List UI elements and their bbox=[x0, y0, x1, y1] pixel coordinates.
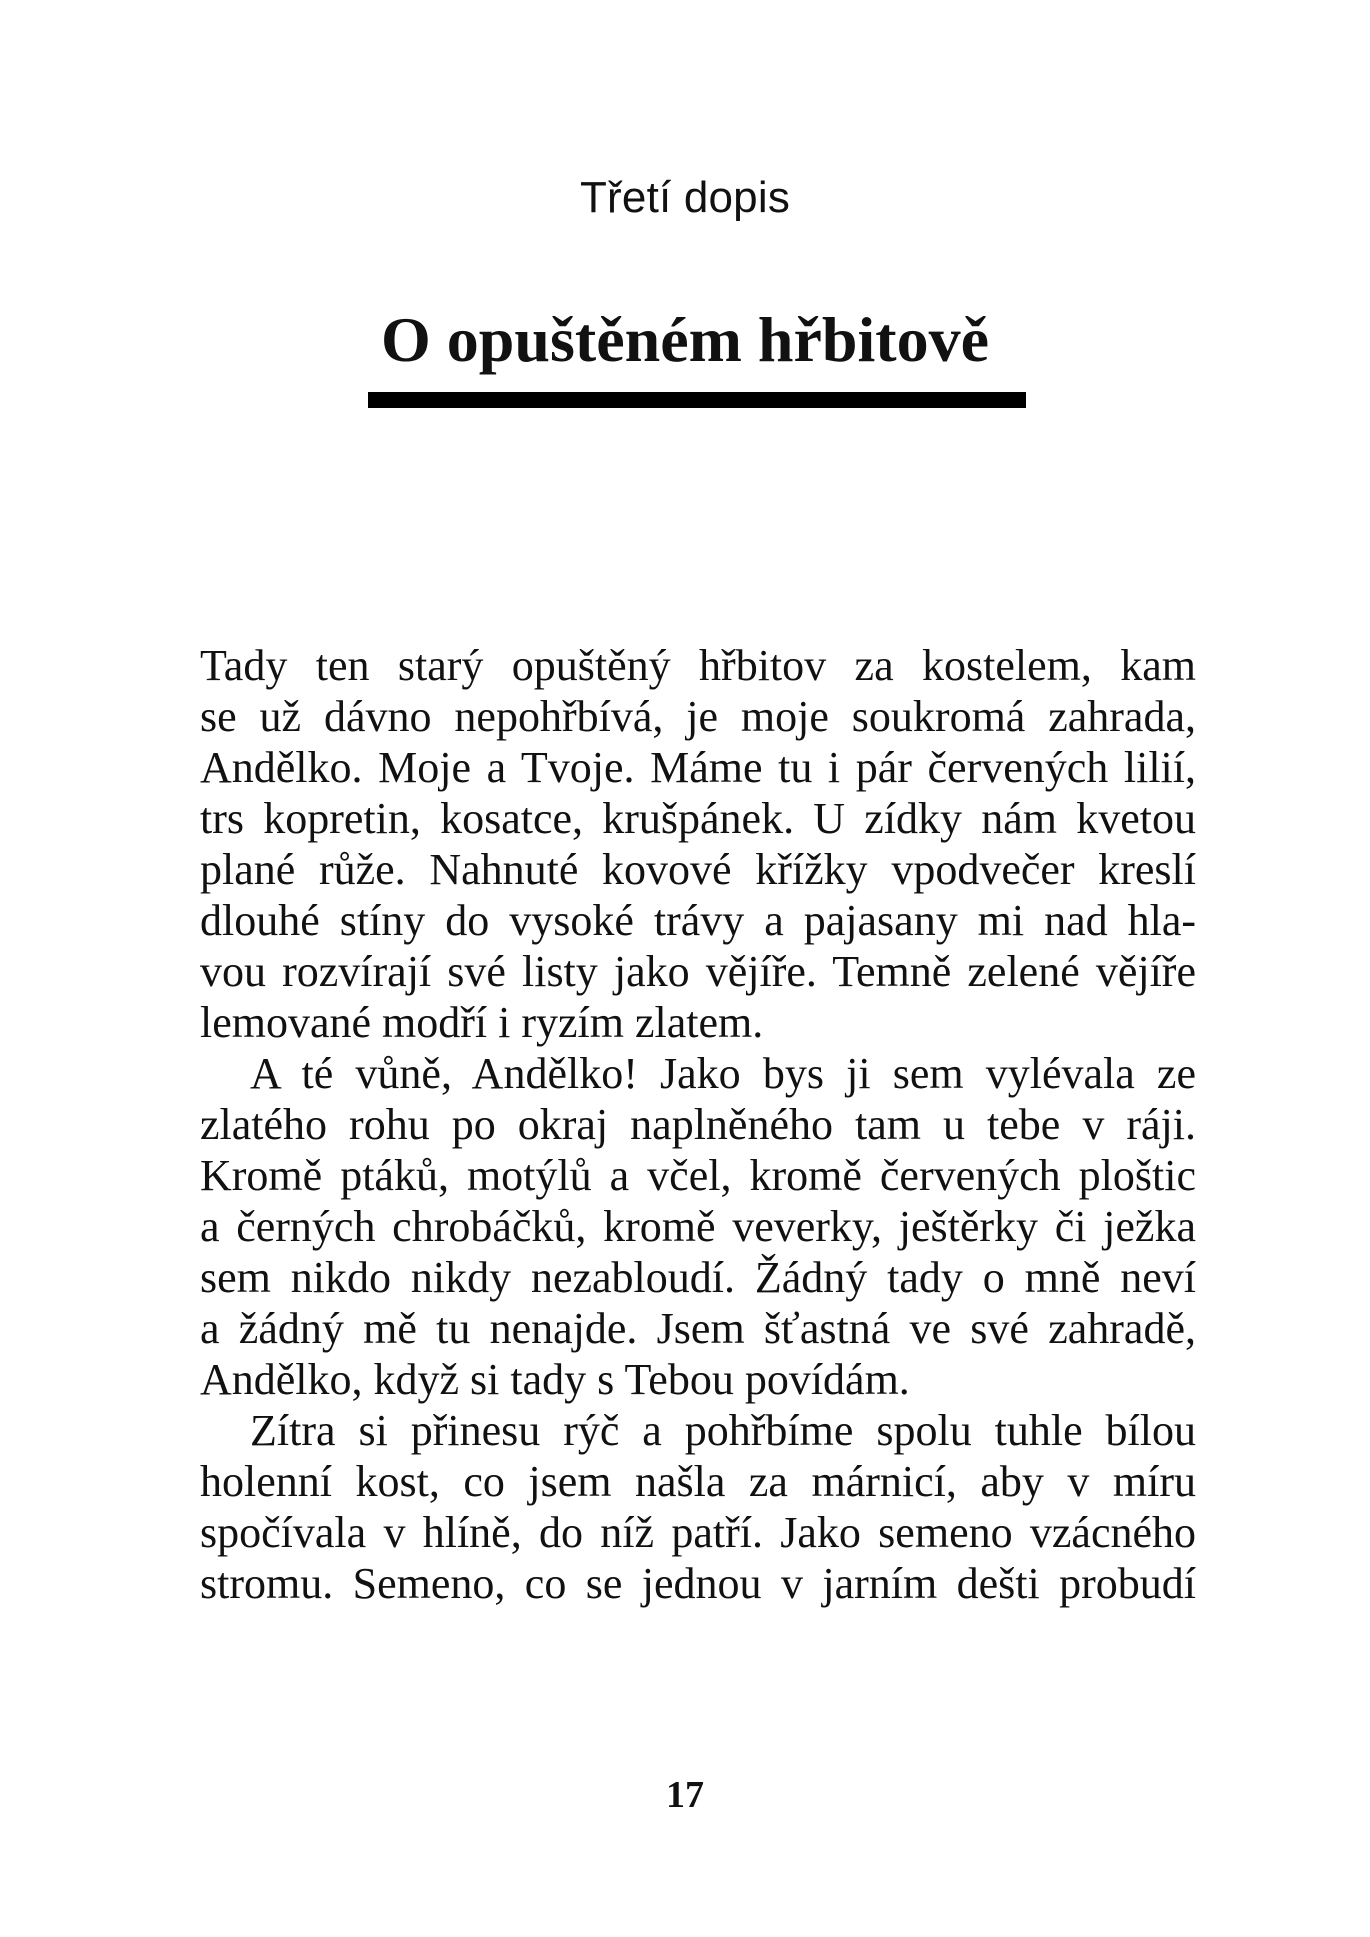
text-line: holenní kost, co jsem našla za márnicí, aby v míru bbox=[200, 1457, 1196, 1506]
text-line: A té vůně, Andělko! Jako bys ji sem vylévala ze bbox=[250, 1049, 1196, 1098]
text-line: Andělko. Moje a Tvoje. Máme tu i pár červených lilií, bbox=[200, 743, 1196, 792]
text-line: trs kopretin, kosatce, krušpánek. U zídky nám kvetou bbox=[200, 794, 1196, 843]
text-line: zlatého rohu po okraj naplněného tam u tebe v ráji. bbox=[200, 1100, 1196, 1149]
text-line: se už dávno nepohřbívá, je moje soukromá zahrada, bbox=[200, 692, 1196, 741]
text-line: vou rozvírají své listy jako vějíře. Temně zelené vějíře bbox=[200, 947, 1196, 996]
text-line: Andělko, když si tady s Tebou povídám. bbox=[200, 1355, 910, 1404]
text-line: lemované modří i ryzím zlatem. bbox=[200, 998, 764, 1047]
text-line: a žádný mě tu nenajde. Jsem šťastná ve své zahradě, bbox=[200, 1304, 1196, 1353]
text-line: Tady ten starý opuštěný hřbitov za kostelem, kam bbox=[200, 641, 1196, 690]
title-underline-rule bbox=[368, 392, 1026, 408]
text-line: sem nikdo nikdy nezabloudí. Žádný tady o mně neví bbox=[200, 1253, 1196, 1302]
body-text bbox=[200, 640, 1196, 1609]
text-line: a černých chrobáčků, kromě veverky, ještěrky či ježka bbox=[200, 1202, 1196, 1251]
text-line: spočívala v hlíně, do níž patří. Jako semeno vzácného bbox=[200, 1508, 1196, 1557]
chapter-title: O opuštěném hřbitově bbox=[381, 304, 989, 375]
page-number: 17 bbox=[666, 1774, 704, 1816]
text-line: Zítra si přinesu rýč a pohřbíme spolu tuhle bílou bbox=[250, 1406, 1196, 1455]
text-line: plané růže. Nahnuté kovové křížky vpodvečer kreslí bbox=[200, 845, 1196, 894]
text-line: dlouhé stíny do vysoké trávy a pajasany mi nad hla- bbox=[200, 896, 1196, 945]
text-line: Kromě ptáků, motýlů a včel, kromě červených ploštic bbox=[200, 1151, 1196, 1200]
text-line: stromu. Semeno, co se jednou v jarním dešti probudí bbox=[200, 1559, 1196, 1608]
chapter-subtitle: Třetí dopis bbox=[579, 173, 791, 222]
